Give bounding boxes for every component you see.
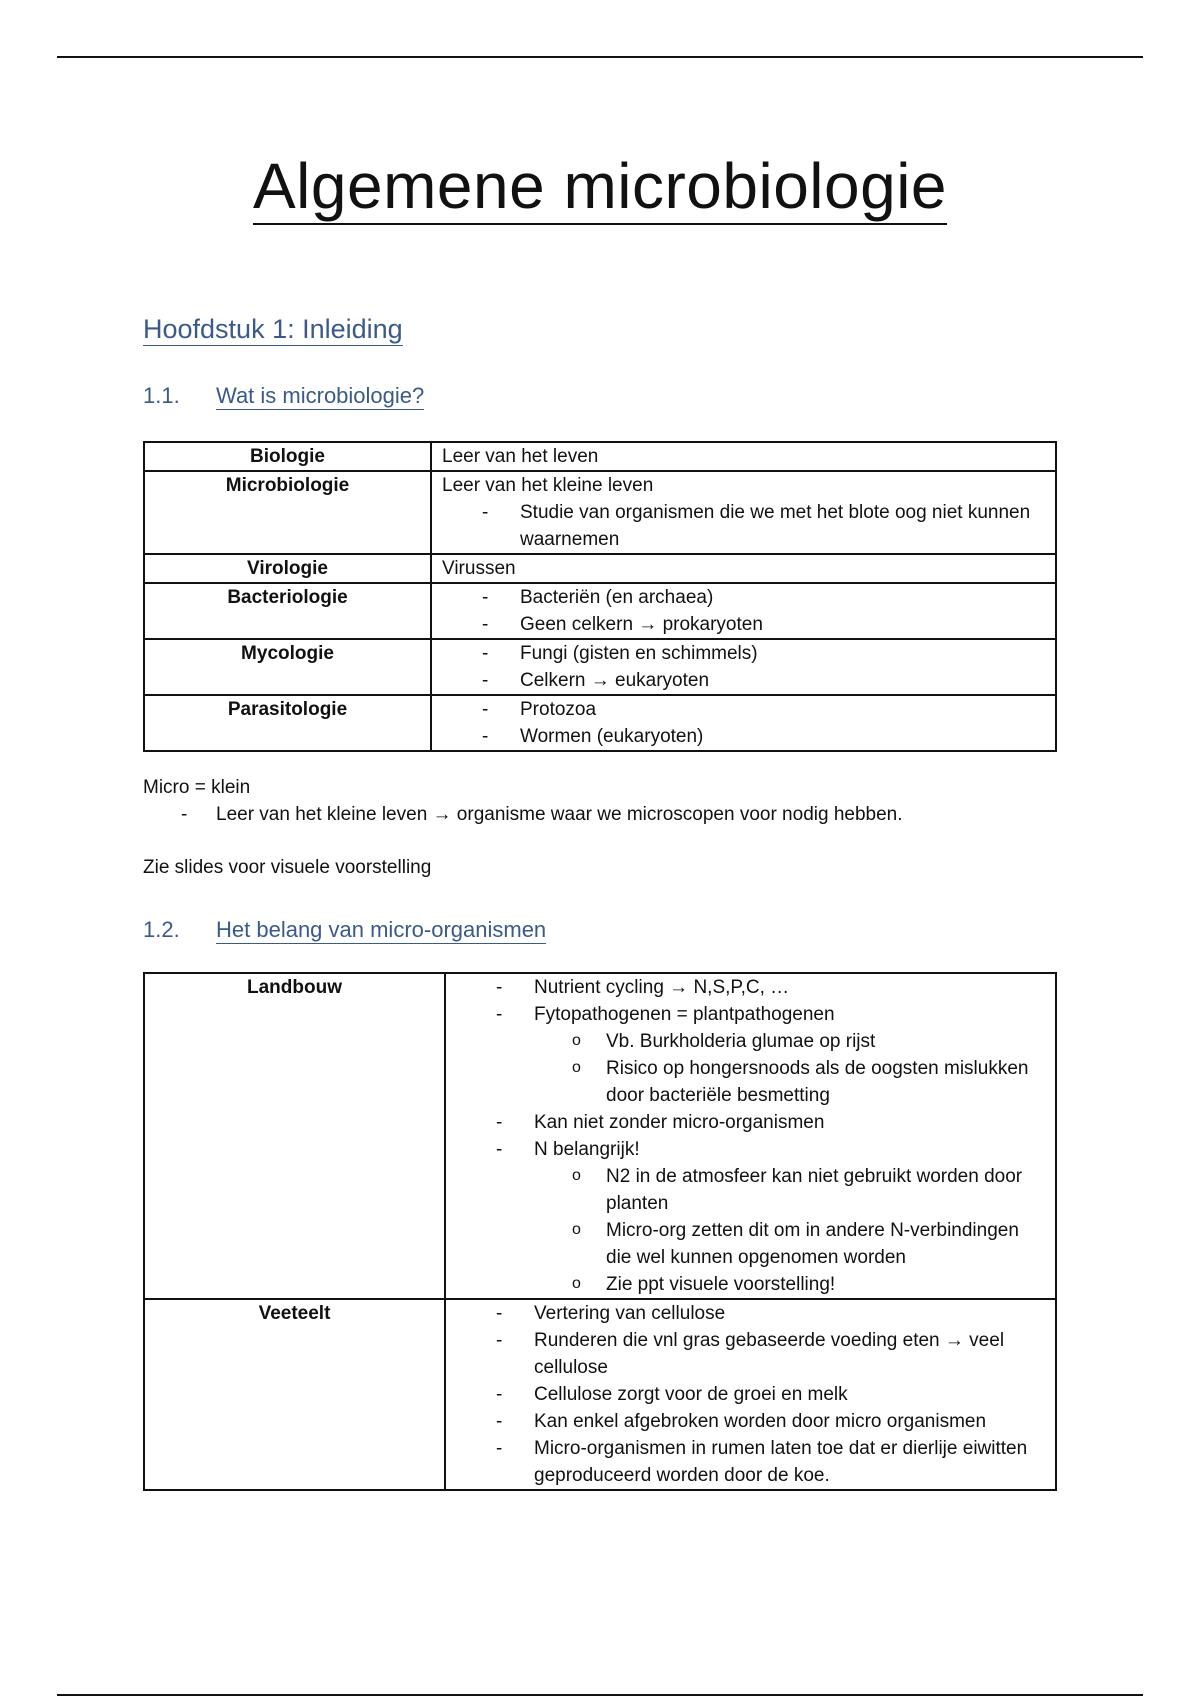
- row-label: Virologie: [144, 554, 431, 583]
- table-row: [144, 583, 1056, 639]
- row-label: Bacteriologie: [144, 583, 431, 639]
- list-item: - Fytopathogenen = plantpathogenen o Vb. Burkholderia glumae op rijst o Risico op hongersnoods als de oogsten mislukken door bacteriële besmetting: [496, 1001, 1045, 1109]
- row-content: [431, 639, 1056, 695]
- micro-note: [143, 774, 903, 828]
- table-row: [144, 554, 1056, 583]
- list-item: o Risico op hongersnoods als de oogsten mislukken door bacteriële besmetting: [572, 1055, 1045, 1109]
- top-rule: [57, 56, 1143, 58]
- table-row: [144, 639, 1056, 695]
- table-row: [144, 695, 1056, 751]
- table-row: [144, 442, 1056, 471]
- bottom-rule: [57, 1694, 1143, 1696]
- list-item: - Kan enkel afgebroken worden door micro organismen: [496, 1408, 1045, 1435]
- row-label: Parasitologie: [144, 695, 431, 751]
- list-item: o Vb. Burkholderia glumae op rijst: [572, 1028, 1045, 1055]
- list-item: - Fungi (gisten en schimmels): [482, 640, 1045, 667]
- list-item: o Zie ppt visuele voorstelling!: [572, 1271, 1045, 1298]
- row-label: Microbiologie: [144, 471, 431, 554]
- section-number: 1.2.: [143, 917, 180, 942]
- list-item: - Bacteriën (en archaea): [482, 584, 1045, 611]
- list-item: - Wormen (eukaryoten): [482, 723, 1045, 750]
- list-item: - Vertering van cellulose: [496, 1300, 1045, 1327]
- row-content: Leer van het leven: [431, 442, 1056, 471]
- list-item: - Protozoa: [482, 696, 1045, 723]
- note-line: Micro = klein: [143, 777, 251, 798]
- row-content: [445, 1299, 1056, 1490]
- slides-note: Zie slides voor visuele voorstelling: [143, 857, 432, 878]
- table-row: [144, 471, 1056, 554]
- row-content: Virussen: [431, 554, 1056, 583]
- row-label: Landbouw: [144, 973, 445, 1299]
- importance-table: [143, 972, 1057, 1491]
- section-heading-1-2: [143, 917, 546, 943]
- list-item: - Studie van organismen die we met het blote oog niet kunnen waarnemen: [482, 499, 1045, 553]
- list-item: - Geen celkern → prokaryoten: [482, 611, 1045, 638]
- list-item: o N2 in de atmosfeer kan niet gebruikt worden door planten: [572, 1163, 1045, 1217]
- list-item: - Kan niet zonder micro-organismen: [496, 1109, 1045, 1136]
- row-content: [431, 583, 1056, 639]
- table-row: [144, 973, 1056, 1299]
- section-number: 1.1.: [143, 383, 180, 408]
- row-content: [445, 973, 1056, 1299]
- row-label: Mycologie: [144, 639, 431, 695]
- document-title: Algemene microbiologie: [0, 148, 1200, 225]
- list-item: - Celkern → eukaryoten: [482, 667, 1045, 694]
- row-label: Biologie: [144, 442, 431, 471]
- list-item: - Micro-organismen in rumen laten toe dat er dierlije eiwitten geproduceerd worden door de koe.: [496, 1435, 1045, 1489]
- section-heading-1-1: [143, 383, 424, 409]
- section-title: Het belang van micro-organismen: [216, 917, 547, 942]
- list-item: - Nutrient cycling → N,S,P,C, …: [496, 974, 1045, 1001]
- section-title: Wat is microbiologie?: [216, 383, 425, 408]
- list-item: - Runderen die vnl gras gebaseerde voeding eten → veel cellulose: [496, 1327, 1045, 1381]
- row-label: Veeteelt: [144, 1299, 445, 1490]
- definitions-table: [143, 441, 1057, 752]
- list-item: - N belangrijk! o N2 in de atmosfeer kan niet gebruikt worden door planten o Micro-org zetten dit om in andere N-verbindingen die wel kunnen opgenomen worden o Zie ppt visuele voorstelling!: [496, 1136, 1045, 1298]
- chapter-heading: Hoofdstuk 1: Inleiding: [143, 314, 403, 344]
- table-row: [144, 1299, 1056, 1490]
- list-item: - Cellulose zorgt voor de groei en melk: [496, 1381, 1045, 1408]
- row-content: [431, 695, 1056, 751]
- list-item: o Micro-org zetten dit om in andere N-verbindingen die wel kunnen opgenomen worden: [572, 1217, 1045, 1271]
- note-bullet: - Leer van het kleine leven → organisme waar we microscopen voor nodig hebben.: [143, 801, 903, 828]
- row-content: Leer van het kleine leven - Studie van organismen die we met het blote oog niet kunnen waarnemen: [431, 471, 1056, 554]
